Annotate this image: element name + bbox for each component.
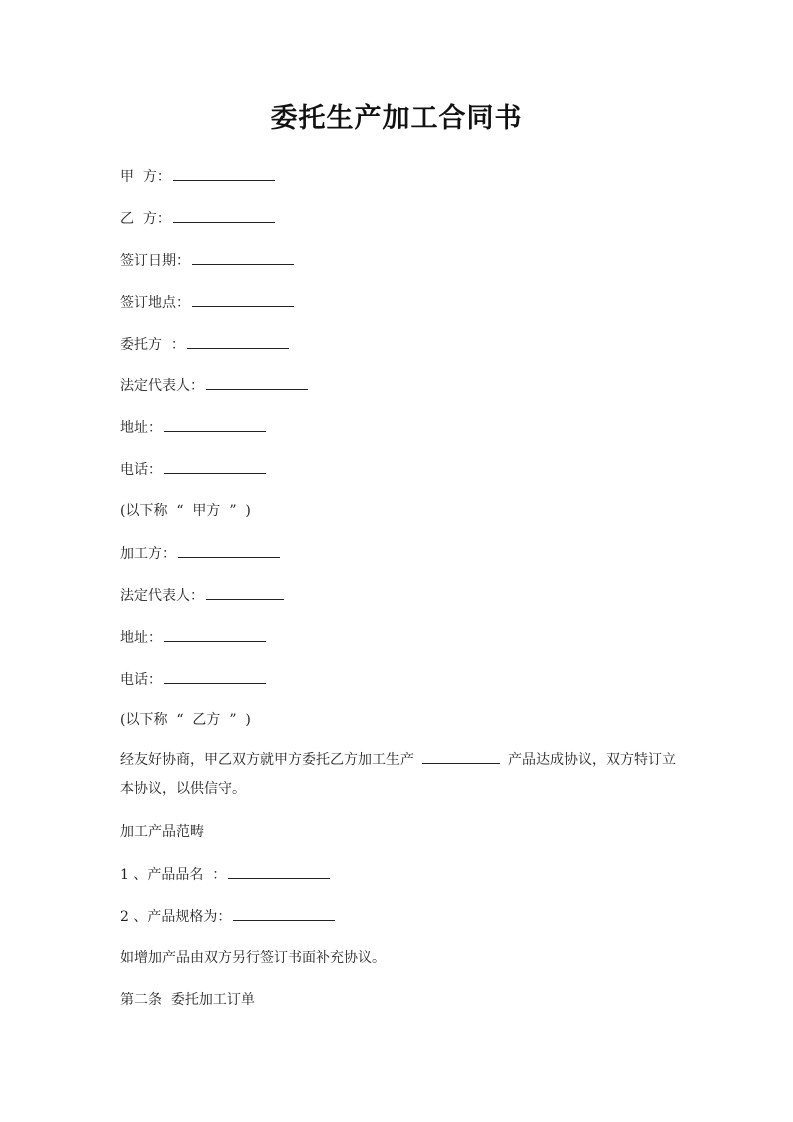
processor-label: 加工方： [120,546,176,562]
scope-note: 如增加产品由双方另行签订书面补充协议。 [120,950,386,966]
processor-address-line [120,627,266,648]
product-spec-blank[interactable] [233,906,335,921]
sign-date-blank[interactable] [192,250,294,265]
client-rep-blank[interactable] [206,375,308,390]
client-alias: (以下称 “ 甲方 ” ) [120,503,251,519]
party-a-blank[interactable] [173,166,275,181]
client-address-line [120,417,266,438]
scope-heading: 加工产品范畴 [120,824,204,840]
intro-paragraph [120,746,680,804]
processor-phone-label: 电话： [120,672,162,688]
client-rep-line [120,375,308,396]
processor-phone-line [120,669,266,690]
product-name-line [120,864,330,885]
processor-address-label: 地址： [120,630,162,646]
client-line [120,334,289,355]
client-address-blank[interactable] [164,417,266,432]
intro-part2: 产品达成协议，双方特订立本协议，以供信守。 [120,752,676,797]
party-a-label: 甲 方： [120,169,171,185]
processor-rep-line [120,585,284,606]
processor-address-blank[interactable] [164,627,266,642]
client-address-label: 地址： [120,420,162,436]
intro-part1: 经友好协商，甲乙双方就甲方委托乙方加工生产 [120,752,414,768]
sign-date-label: 签订日期： [120,253,190,269]
client-rep-label: 法定代表人： [120,378,204,394]
party-a-line [120,166,275,187]
client-blank[interactable] [187,334,289,349]
product-blank[interactable] [422,749,500,764]
processor-phone-blank[interactable] [164,669,266,684]
processor-rep-label: 法定代表人： [120,588,204,604]
sign-date-line [120,250,294,271]
product-spec-line [120,906,335,927]
client-phone-blank[interactable] [164,459,266,474]
sign-place-line [120,292,294,313]
product-name-blank[interactable] [228,864,330,879]
product-spec-label: 2 、产品规格为： [120,909,232,925]
client-label: 委托方 ： [120,337,185,353]
party-b-blank[interactable] [173,208,275,223]
client-phone-label: 电话： [120,462,162,478]
processor-blank[interactable] [178,543,280,558]
sign-place-label: 签订地点： [120,295,190,311]
document-title: 委托生产加工合同书 [270,103,523,134]
processor-rep-blank[interactable] [206,585,284,600]
party-b-line [120,208,275,229]
processor-alias: (以下称 “ 乙方 ” ) [120,712,251,728]
article-2-heading: 第二条 委托加工订单 [120,992,255,1008]
client-phone-line [120,459,266,480]
party-b-label: 乙 方： [120,211,171,227]
processor-line [120,543,280,564]
product-name-label: 1 、产品品名 ： [120,867,227,883]
sign-place-blank[interactable] [192,292,294,307]
